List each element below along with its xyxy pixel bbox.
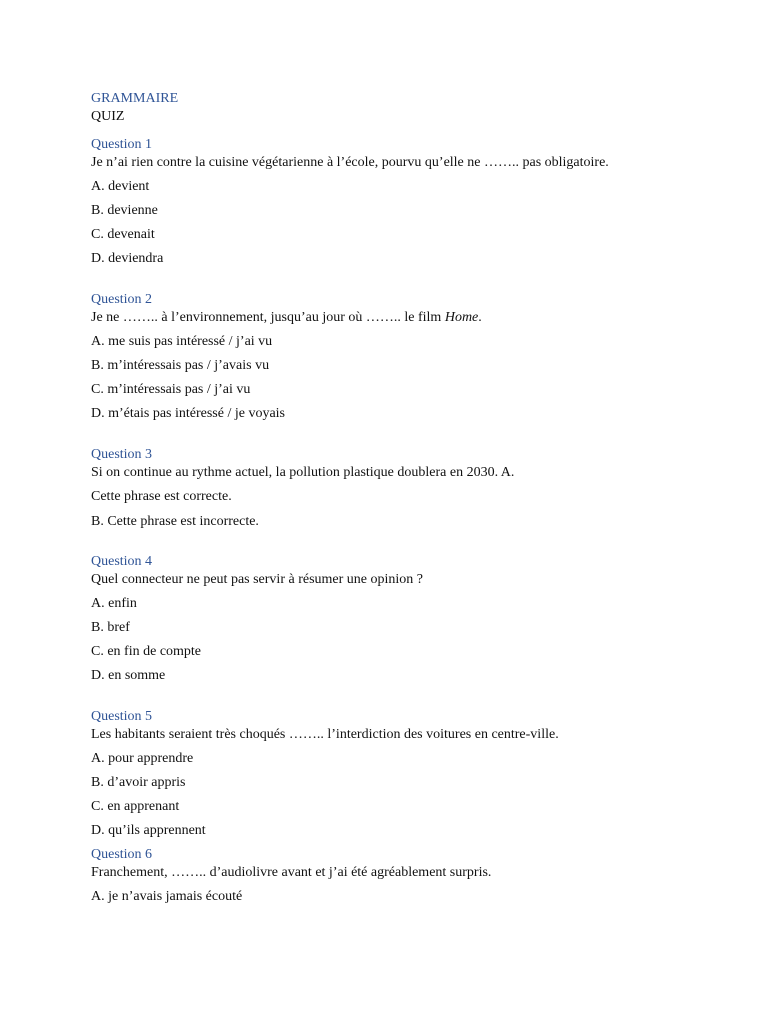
question-1-option-a: A. devient — [91, 179, 150, 194]
question-3-option-b: B. Cette phrase est incorrecte. — [91, 514, 259, 529]
question-4-option-d: D. en somme — [91, 668, 166, 683]
question-1-option-d: D. deviendra — [91, 251, 164, 266]
question-2-prompt — [91, 310, 482, 326]
question-3-option-a: Cette phrase est correcte. — [91, 489, 232, 504]
question-2-label: Question 2 — [91, 292, 153, 307]
question-5-prompt: Les habitants seraient très choqués …….. l’interdiction des voitures en centre-ville. — [91, 727, 559, 742]
question-6-option-a: A. je n’avais jamais écouté — [91, 889, 243, 904]
question-4-label: Question 4 — [91, 554, 153, 569]
question-2-prompt-text: Je ne …….. à l’environnement, jusqu’au jour où …….. le film — [91, 310, 445, 325]
question-6-prompt: Franchement, …….. d’audiolivre avant et j’ai été agréablement surpris. — [91, 865, 492, 880]
question-3-label: Question 3 — [91, 447, 153, 462]
question-2-option-d: D. m’étais pas intéressé / je voyais — [91, 406, 286, 421]
question-5-option-b: B. d’avoir appris — [91, 775, 186, 790]
document-title: GRAMMAIRE — [91, 91, 179, 106]
question-2-option-c: C. m’intéressais pas / j’ai vu — [91, 382, 251, 397]
question-5-option-a: A. pour apprendre — [91, 751, 194, 766]
question-4-option-c: C. en fin de compte — [91, 644, 202, 659]
question-4-option-b: B. bref — [91, 620, 130, 635]
question-5-option-c: C. en apprenant — [91, 799, 180, 814]
question-4-prompt: Quel connecteur ne peut pas servir à résumer une opinion ? — [91, 572, 423, 587]
question-5-option-d: D. qu’ils apprennent — [91, 823, 206, 838]
question-2-option-a: A. me suis pas intéressé / j’ai vu — [91, 334, 273, 349]
question-2-film-title: Home — [444, 310, 479, 325]
question-1-option-c: C. devenait — [91, 227, 155, 242]
question-5-label: Question 5 — [91, 709, 153, 724]
document-subtitle: QUIZ — [91, 109, 125, 124]
question-1-option-b: B. devienne — [91, 203, 158, 218]
question-6-label: Question 6 — [91, 847, 153, 862]
question-3-prompt: Si on continue au rythme actuel, la pollution plastique doublera en 2030. A. — [91, 465, 515, 480]
question-1-prompt: Je n’ai rien contre la cuisine végétarienne à l’école, pourvu qu’elle ne …….. pas obligatoire. — [91, 155, 609, 170]
question-2-option-b: B. m’intéressais pas / j’avais vu — [91, 358, 270, 373]
question-2-prompt-end: . — [478, 310, 482, 325]
question-1-label: Question 1 — [91, 137, 153, 152]
question-4-option-a: A. enfin — [91, 596, 137, 611]
